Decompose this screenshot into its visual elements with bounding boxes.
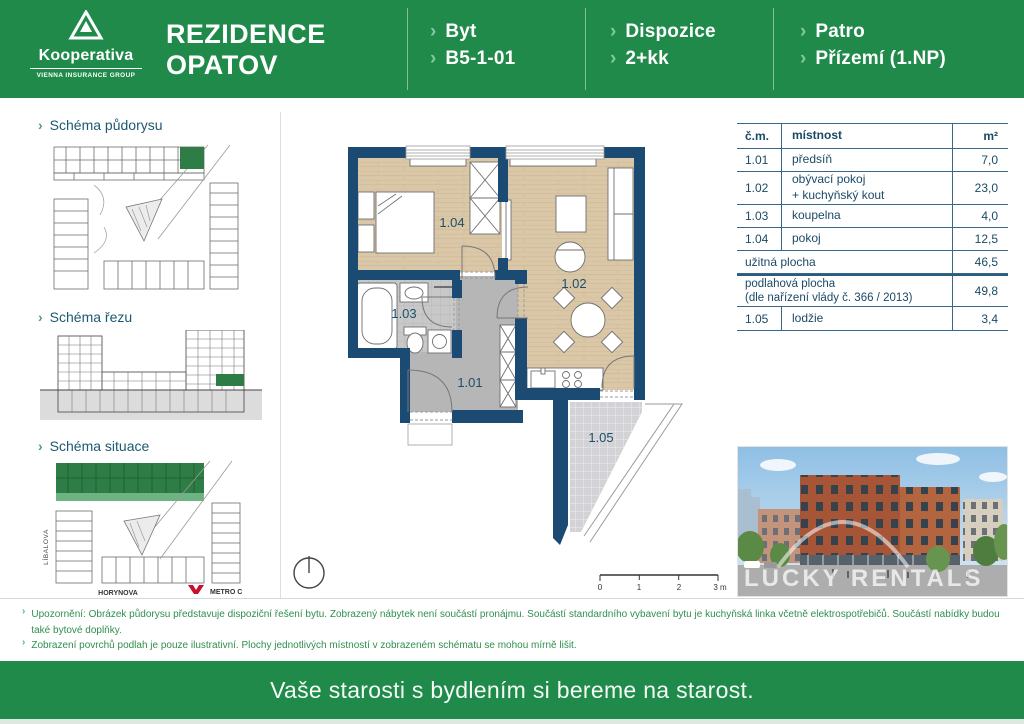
header-section-floor bbox=[800, 21, 946, 75]
room-number: 1.01 bbox=[737, 149, 782, 171]
room-label-living: 1.02 bbox=[561, 276, 587, 291]
cooktop-burner bbox=[575, 372, 582, 379]
chevron-icon: › bbox=[38, 117, 43, 133]
header-separator bbox=[407, 8, 408, 90]
scale-tick-1: 1 bbox=[636, 583, 642, 592]
table-row bbox=[737, 307, 1008, 331]
logo-brand-text: Kooperativa bbox=[38, 47, 134, 64]
sidebar-divider bbox=[280, 112, 281, 598]
cooktop-burner bbox=[563, 381, 570, 388]
room-area: 3,4 bbox=[981, 311, 998, 326]
room-label-bath: 1.03 bbox=[391, 306, 417, 321]
cooktop-burner bbox=[563, 372, 570, 379]
chevron-icon: › bbox=[22, 637, 26, 648]
street-label-libalova: LÍBALOVA bbox=[43, 529, 50, 565]
summary-area: 46,5 bbox=[974, 255, 998, 269]
room-area-table bbox=[737, 123, 1008, 331]
footer-edge bbox=[0, 719, 1024, 724]
armchair bbox=[555, 242, 585, 272]
summary-area: 49,8 bbox=[974, 284, 998, 298]
building-rendering-photo bbox=[737, 446, 1008, 597]
title-line-2: OPATOV bbox=[166, 50, 278, 81]
chevron-icon: › bbox=[38, 309, 43, 325]
room-name: koupelna bbox=[782, 205, 953, 227]
cooktop-burner bbox=[575, 381, 582, 388]
nightstand bbox=[358, 225, 374, 252]
scale-bar bbox=[592, 566, 737, 594]
summary-label: užitná plocha bbox=[737, 251, 953, 273]
table-row bbox=[737, 228, 1008, 251]
room-name: lodžie bbox=[782, 307, 953, 330]
header-room-number: č.m. bbox=[737, 124, 782, 148]
chevron-icon: › bbox=[430, 48, 437, 69]
kooperativa-logo bbox=[28, 10, 144, 79]
unit-label: Byt bbox=[445, 21, 477, 42]
header-section-unit bbox=[430, 21, 515, 75]
floorplan-scheme-drawing bbox=[40, 141, 265, 301]
highlighted-unit bbox=[216, 374, 244, 386]
nightstand bbox=[358, 192, 374, 219]
header-bar bbox=[0, 0, 1024, 98]
header-room-name: místnost bbox=[782, 124, 953, 148]
sliding-door-panel bbox=[506, 200, 511, 260]
metro-logo-icon bbox=[188, 585, 204, 594]
scheme-section-title: › Schéma řezu bbox=[38, 309, 133, 325]
entrance-landing bbox=[408, 424, 452, 445]
highlighted-unit bbox=[180, 147, 204, 169]
room-area: 12,5 bbox=[974, 232, 998, 246]
layout-label: Dispozice bbox=[625, 21, 716, 42]
logo-group-text: VIENNA INSURANCE GROUP bbox=[36, 72, 136, 79]
summary-label: podlahová plocha (dle nařízení vlády č. 366 / 2013) bbox=[737, 276, 953, 306]
header-separator bbox=[585, 8, 586, 90]
metro-label: METRO C bbox=[210, 589, 243, 596]
room-label-bedroom: 1.04 bbox=[439, 215, 465, 230]
header-separator bbox=[773, 8, 774, 90]
footer-bar bbox=[0, 661, 1024, 719]
room-number: 1.02 bbox=[737, 172, 782, 204]
tv-table bbox=[556, 196, 586, 232]
room-area: 4,0 bbox=[981, 209, 998, 223]
scheme-situation-title: › Schéma situace bbox=[38, 438, 150, 454]
scale-tick-2: 2 bbox=[676, 583, 682, 592]
table-row bbox=[737, 172, 1008, 205]
chevron-icon: › bbox=[800, 21, 807, 42]
building-photo-graphic bbox=[738, 447, 1007, 596]
room-label-loggia: 1.05 bbox=[588, 430, 614, 445]
chevron-icon: › bbox=[22, 606, 26, 617]
dining-table bbox=[571, 303, 605, 337]
room-area: 7,0 bbox=[981, 153, 998, 167]
room-name: obývací pokoj + kuchyňský kout bbox=[782, 172, 953, 204]
floor-label: Patro bbox=[815, 21, 865, 42]
chevron-icon: › bbox=[38, 438, 43, 454]
north-arrow-icon bbox=[288, 548, 330, 592]
section-scheme-drawing bbox=[38, 330, 266, 427]
logo-divider bbox=[30, 68, 142, 69]
room-number: 1.04 bbox=[737, 228, 782, 250]
chevron-icon: › bbox=[610, 21, 617, 42]
title-line-1: REZIDENCE bbox=[166, 19, 326, 49]
table-row bbox=[737, 149, 1008, 172]
floor-value: Přízemí (1.NP) bbox=[815, 48, 946, 69]
disclaimer-line: › Zobrazení povrchů podlah je pouze ilustrativní. Plochy jednotlivých místností v zobrazeném schématu se mohou mírně lišit. bbox=[22, 638, 1012, 654]
kooperativa-triangle-icon bbox=[66, 10, 106, 40]
table-summary-row bbox=[737, 274, 1008, 307]
situation-scheme-drawing bbox=[40, 459, 265, 599]
disclaimer bbox=[22, 607, 1012, 654]
apartment-floor-plan bbox=[340, 135, 700, 600]
header-area: m² bbox=[983, 129, 998, 143]
street-label-horynova: HORYNOVA bbox=[98, 590, 138, 597]
room-number: 1.05 bbox=[737, 307, 782, 330]
scale-tick-0: 0 bbox=[597, 583, 603, 592]
chevron-icon: › bbox=[800, 48, 807, 69]
room-area: 23,0 bbox=[974, 181, 998, 195]
scale-tick-3: 3 m bbox=[713, 583, 727, 592]
table-summary-row bbox=[737, 251, 1008, 274]
table-header-row bbox=[737, 124, 1008, 149]
room-number: 1.03 bbox=[737, 205, 782, 227]
watermark-text: LUCKY RENTALS bbox=[744, 565, 984, 592]
room-name: pokoj bbox=[782, 228, 953, 250]
footer-slogan: Vaše starosti s bydlením si bereme na starost. bbox=[270, 676, 754, 703]
page-title bbox=[166, 19, 326, 82]
chevron-icon: › bbox=[430, 21, 437, 42]
header-section-layout bbox=[610, 21, 716, 75]
room-label-hall: 1.01 bbox=[457, 375, 483, 390]
chevron-icon: › bbox=[610, 48, 617, 69]
unit-value: B5-1-01 bbox=[445, 48, 516, 69]
layout-value: 2+kk bbox=[625, 48, 669, 69]
scheme-floorplan-title: › Schéma půdorysu bbox=[38, 117, 163, 133]
table-row bbox=[737, 205, 1008, 228]
disclaimer-line: › Upozornění: Obrázek půdorysu představuje dispoziční řešení bytu. Zobrazený nábytek není součástí pronájmu. Součástí standardního vybavení bytu je kuchyňská linka včetně elektrospotřebičů. Součástí nabídky budou také bytové doplňky. bbox=[22, 607, 1012, 638]
room-name: předsíň bbox=[782, 149, 953, 171]
